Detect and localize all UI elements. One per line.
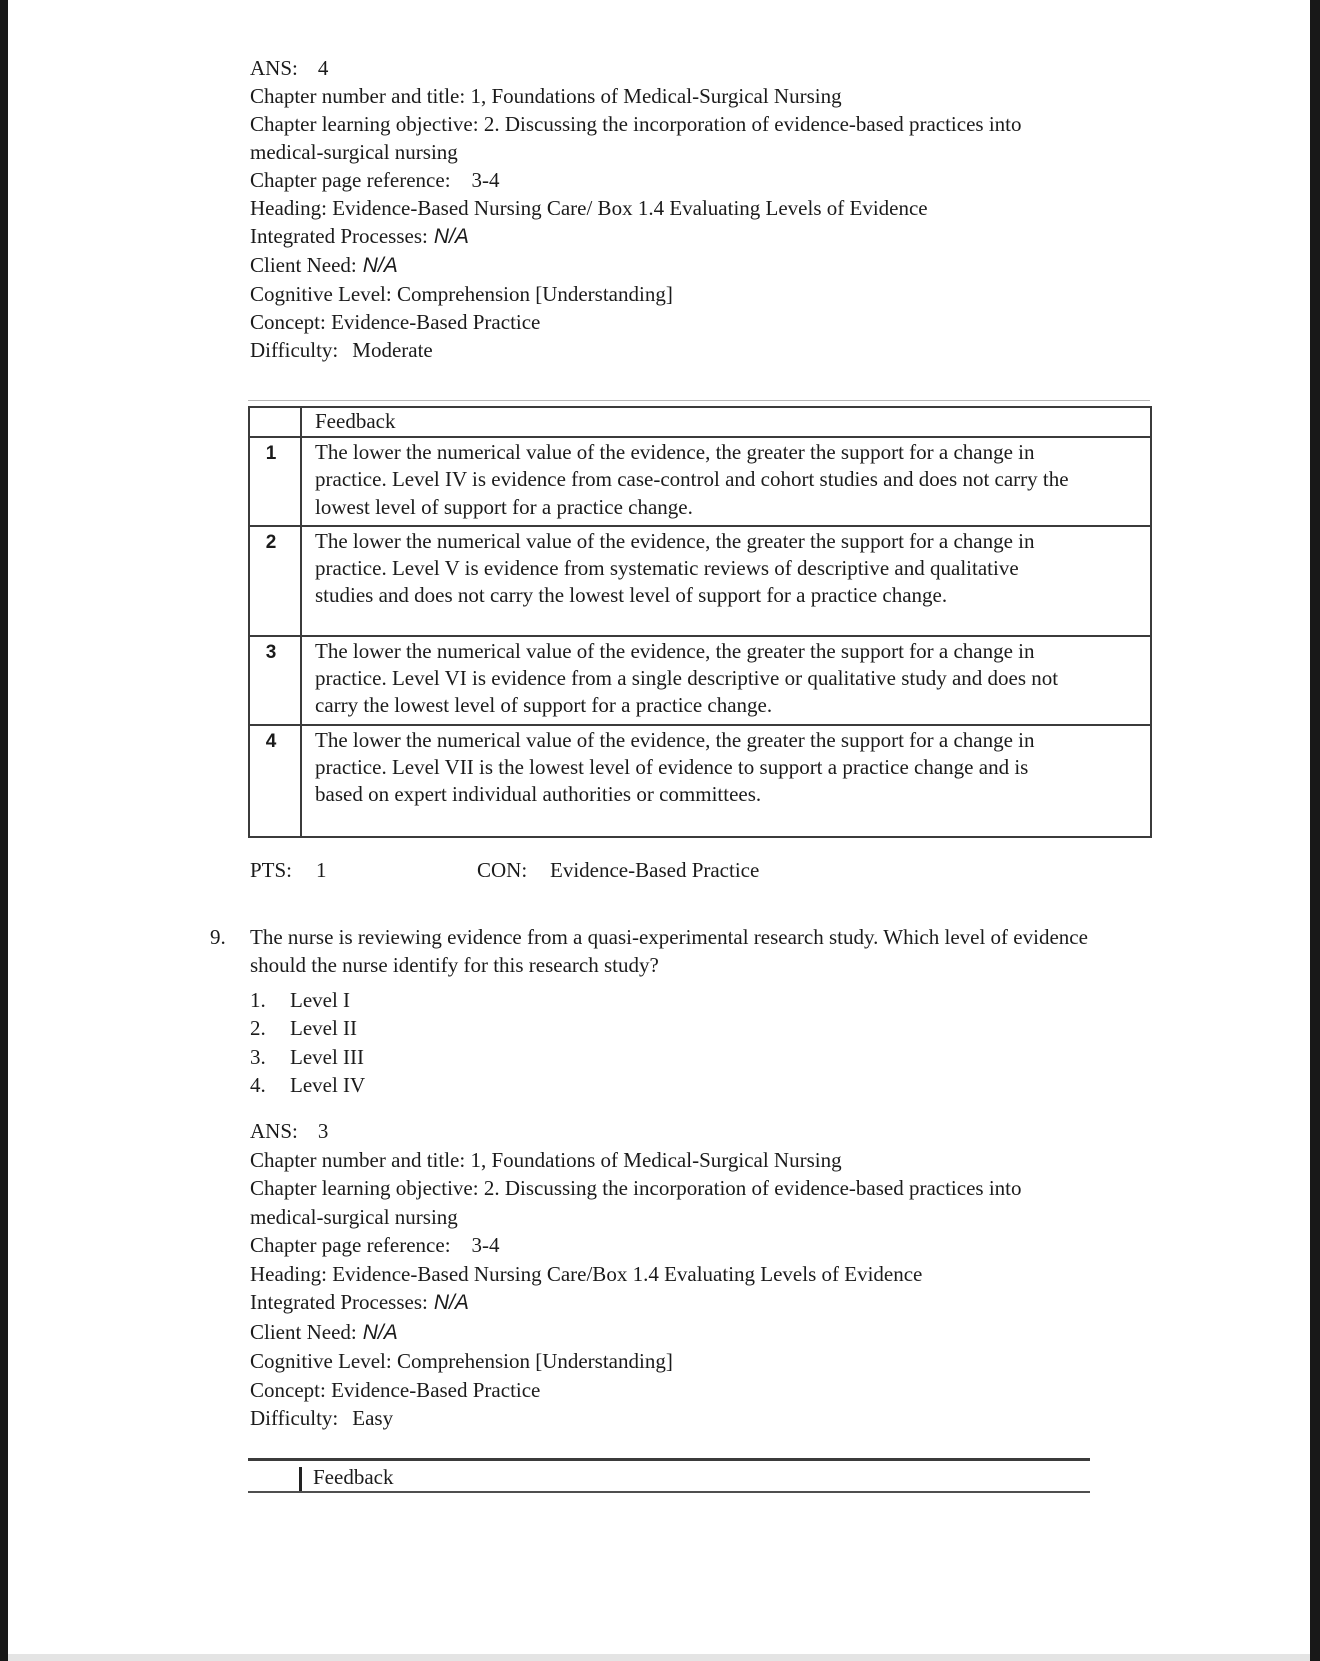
question-item-9 bbox=[210, 923, 1210, 979]
feedback-text: The lower the numerical value of the evidence, the greater the support for a change in practice. Level IV is evidence from case-control and cohort studies and does not carry the lowest level of support for a practice change. bbox=[315, 440, 1069, 519]
feedback-text-cell bbox=[301, 636, 1151, 725]
option-label: Level II bbox=[290, 1016, 358, 1041]
row-number-cell: 4 bbox=[249, 725, 301, 837]
feedback-text: The lower the numerical value of the evidence, the greater the support for a change in practice. Level VI is evidence from a single descriptive or qualitative study and does not carry the lowest level of support for a practice change. bbox=[315, 638, 1059, 718]
client-need-value: N/A bbox=[362, 1320, 398, 1344]
cognitive-level-line: Cognitive Level: Comprehension [Understanding] bbox=[250, 1349, 673, 1373]
ans-value: 3 bbox=[317, 1119, 329, 1143]
objective-line-2: medical-surgical nursing bbox=[250, 140, 458, 164]
pts-con-line bbox=[250, 858, 1150, 886]
pts-label: PTS: bbox=[250, 858, 293, 882]
question-text: The nurse is reviewing evidence from a quasi-experimental research study. Which level of evidence should the nurse identify for this research study? bbox=[250, 925, 1088, 977]
difficulty-label: Difficulty: bbox=[250, 338, 339, 362]
objective-line-1: Chapter learning objective: 2. Discussing the incorporation of evidence-based practices into bbox=[250, 1176, 1022, 1200]
con-value: Evidence-Based Practice bbox=[550, 858, 760, 882]
client-need-line bbox=[250, 1318, 1260, 1348]
left-edge-bar bbox=[0, 0, 8, 1661]
row-number-cell: 1 bbox=[249, 437, 301, 526]
difficulty-value: Moderate bbox=[352, 338, 433, 362]
heading-line: Heading: Evidence-Based Nursing Care/Box 1.4 Evaluating Levels of Evidence bbox=[250, 1261, 923, 1286]
feedback-row-3 bbox=[249, 636, 1151, 725]
question-number: 9. bbox=[210, 925, 226, 949]
partial-feedback-header-label: Feedback bbox=[313, 1465, 394, 1489]
difficulty-label: Difficulty: bbox=[250, 1406, 339, 1430]
right-edge-bar bbox=[1310, 0, 1320, 1661]
feedback-row-2 bbox=[249, 526, 1151, 636]
con-label: CON: bbox=[477, 858, 528, 882]
option-number: 3. bbox=[250, 1044, 266, 1069]
ans-value: 4 bbox=[317, 56, 329, 80]
client-need-line bbox=[250, 251, 1260, 280]
option-number: 4. bbox=[250, 1073, 266, 1098]
client-need-value: N/A bbox=[362, 254, 398, 277]
option-label: Level I bbox=[290, 988, 351, 1012]
feedback-row-4 bbox=[249, 725, 1151, 837]
option-label: Level III bbox=[290, 1044, 365, 1069]
ans-line bbox=[250, 54, 1260, 82]
page-reference-line: Chapter page reference: 3-4 bbox=[250, 1233, 500, 1257]
option-number: 2. bbox=[250, 1016, 266, 1041]
answer-details-block-2 bbox=[250, 1117, 1260, 1433]
client-need-label: Client Need: bbox=[250, 1319, 357, 1344]
pts-value: 1 bbox=[316, 858, 327, 882]
feedback-header-blank-cell bbox=[249, 407, 301, 437]
option-row-2 bbox=[250, 1016, 365, 1044]
answer-details-block-1 bbox=[250, 54, 1260, 364]
feedback-text-cell bbox=[301, 725, 1151, 837]
ans-label: ANS: bbox=[250, 1119, 298, 1143]
partial-feedback-table-row-border bbox=[248, 1491, 1090, 1493]
difficulty-value: Easy bbox=[352, 1406, 394, 1430]
cognitive-level-line: Cognitive Level: Comprehension [Understanding] bbox=[250, 282, 673, 306]
option-row-1 bbox=[250, 988, 365, 1016]
integrated-processes-line bbox=[250, 1288, 1260, 1318]
bottom-edge-strip bbox=[8, 1654, 1310, 1661]
integrated-processes-label: Integrated Processes: bbox=[250, 1290, 428, 1314]
feedback-text-cell bbox=[301, 437, 1151, 526]
concept-line: Concept: Evidence-Based Practice bbox=[250, 310, 541, 334]
option-row-3 bbox=[250, 1045, 365, 1073]
feedback-text: The lower the numerical value of the evidence, the greater the support for a change in practice. Level VII is the lowest level of evidence to support a practice change and is based on expert individual authorities or committees. bbox=[315, 727, 1035, 807]
feedback-table bbox=[248, 406, 1152, 838]
option-label: Level IV bbox=[290, 1073, 366, 1098]
objective-line-1: Chapter learning objective: 2. Discussing the incorporation of evidence-based practices into bbox=[250, 112, 1022, 136]
integrated-processes-value: N/A bbox=[433, 1291, 469, 1314]
ans-label: ANS: bbox=[250, 56, 298, 80]
feedback-text-cell bbox=[301, 526, 1151, 636]
client-need-label: Client Need: bbox=[250, 253, 357, 277]
objective-line-2: medical-surgical nursing bbox=[250, 1204, 458, 1229]
answer-options-list bbox=[250, 988, 365, 1102]
partial-feedback-table-column-divider bbox=[299, 1467, 302, 1493]
concept-line: Concept: Evidence-Based Practice bbox=[250, 1377, 541, 1402]
feedback-table-header-row bbox=[249, 407, 1151, 437]
feedback-row-1 bbox=[249, 437, 1151, 526]
chapter-title-line: Chapter number and title: 1, Foundations of Medical-Surgical Nursing bbox=[250, 1147, 842, 1172]
chapter-title-line: Chapter number and title: 1, Foundations of Medical-Surgical Nursing bbox=[250, 84, 842, 108]
feedback-text: The lower the numerical value of the evidence, the greater the support for a change in practice. Level V is evidence from systematic reviews of descriptive and qualitative studies and does not carry the lowest level of support for a practice change. bbox=[315, 528, 1035, 608]
feedback-header-cell: Feedback bbox=[301, 407, 1151, 437]
row-number-cell: 2 bbox=[249, 526, 301, 636]
heading-line: Heading: Evidence-Based Nursing Care/ Box 1.4 Evaluating Levels of Evidence bbox=[250, 196, 928, 220]
integrated-processes-value: N/A bbox=[433, 225, 469, 248]
integrated-processes-line bbox=[250, 222, 1260, 251]
option-row-4 bbox=[250, 1073, 365, 1101]
page-reference-line: Chapter page reference: 3-4 bbox=[250, 168, 500, 192]
ans-line bbox=[250, 1117, 1260, 1146]
table-top-faint-rule bbox=[248, 400, 1150, 401]
difficulty-line bbox=[250, 336, 1260, 364]
option-number: 1. bbox=[250, 988, 266, 1012]
partial-feedback-table-top-border bbox=[248, 1458, 1090, 1461]
integrated-processes-label: Integrated Processes: bbox=[250, 224, 428, 248]
row-number-cell: 3 bbox=[249, 636, 301, 725]
difficulty-line bbox=[250, 1404, 1260, 1433]
